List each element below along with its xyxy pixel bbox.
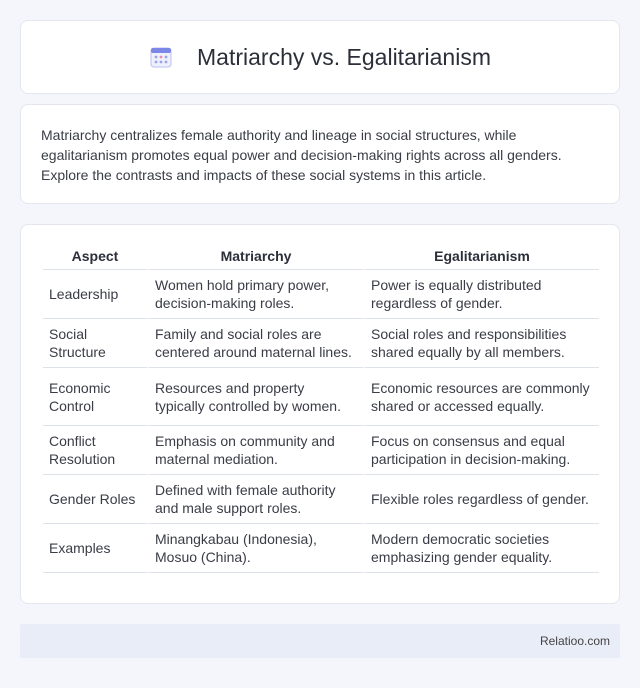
matriarchy-cell: Minangkabau (Indonesia), Mosuo (China). — [147, 524, 363, 573]
footer — [20, 624, 620, 658]
header-egalitarianism: Egalitarianism — [363, 243, 599, 270]
table-row — [43, 524, 599, 573]
egalitarianism-cell: Flexible roles regardless of gender. — [363, 475, 599, 524]
table-row — [43, 475, 599, 524]
matriarchy-cell: Women hold primary power, decision-making roles. — [147, 270, 363, 319]
table-row — [43, 368, 599, 426]
footer-brand: Relatioo.com — [539, 634, 610, 648]
title-card — [20, 20, 620, 94]
aspect-cell: Leadership — [43, 270, 147, 319]
table-row — [43, 426, 599, 475]
aspect-cell: Examples — [43, 524, 147, 573]
page-title: Matriarchy vs. Egalitarianism — [197, 43, 491, 70]
aspect-cell: Economic Control — [43, 368, 147, 426]
egalitarianism-cell: Economic resources are commonly shared or accessed equally. — [363, 368, 599, 426]
aspect-cell: Conflict Resolution — [43, 426, 147, 475]
matriarchy-cell: Resources and property typically controlled by women. — [147, 368, 363, 426]
matriarchy-cell: Defined with female authority and male support roles. — [147, 475, 363, 524]
egalitarianism-cell: Modern democratic societies emphasizing gender equality. — [363, 524, 599, 573]
table-header-row — [43, 243, 599, 270]
matriarchy-cell: Emphasis on community and maternal mediation. — [147, 426, 363, 475]
comparison-card — [20, 224, 620, 604]
aspect-cell: Gender Roles — [43, 475, 147, 524]
header-aspect: Aspect — [43, 243, 147, 270]
comparison-table — [43, 243, 599, 573]
calendar-icon — [149, 45, 173, 69]
egalitarianism-cell: Focus on consensus and equal participation in decision-making. — [363, 426, 599, 475]
intro-text: Matriarchy centralizes female authority and lineage in social structures, while egalitarianism promotes equal power and decision-making rights across all genders. Explore the contrasts and impacts of these social systems in this article. — [41, 127, 562, 183]
aspect-cell: Social Structure — [43, 319, 147, 368]
table-row — [43, 319, 599, 368]
header-matriarchy: Matriarchy — [147, 243, 363, 270]
intro-card — [20, 104, 620, 204]
egalitarianism-cell: Social roles and responsibilities shared equally by all members. — [363, 319, 599, 368]
matriarchy-cell: Family and social roles are centered around maternal lines. — [147, 319, 363, 368]
table-row — [43, 270, 599, 319]
egalitarianism-cell: Power is equally distributed regardless of gender. — [363, 270, 599, 319]
